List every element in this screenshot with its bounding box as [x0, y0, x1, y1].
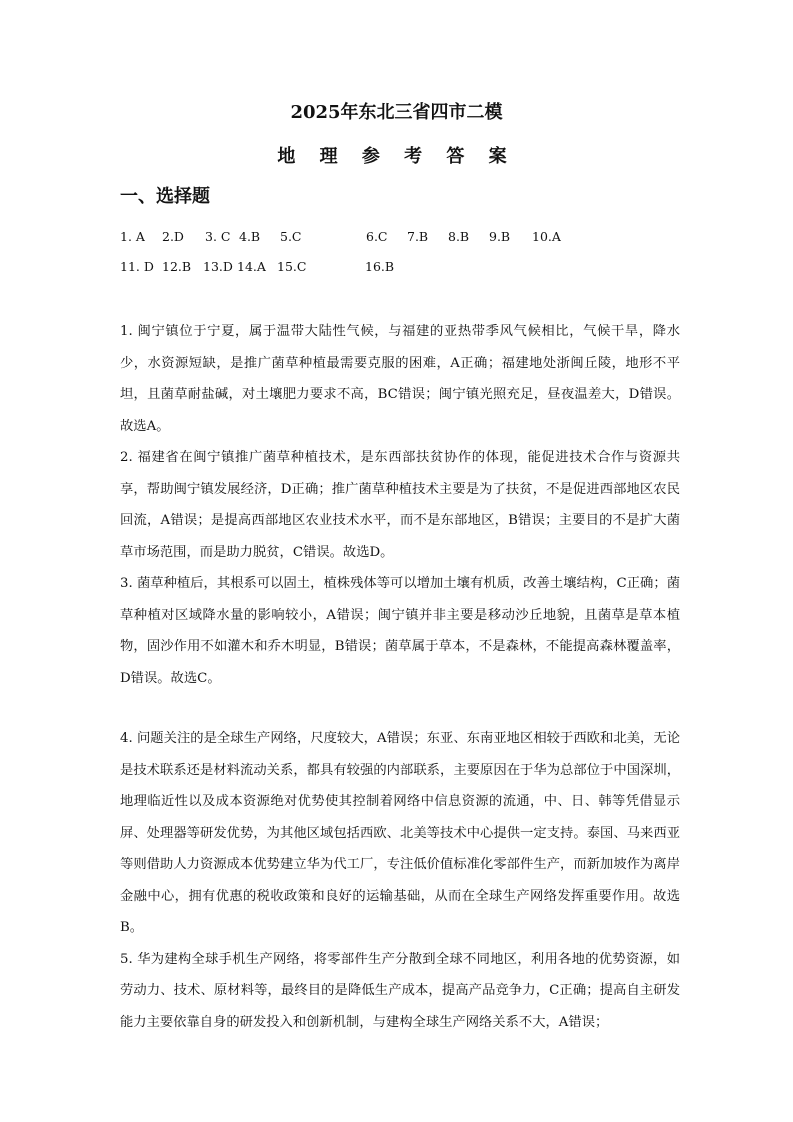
answer-item: 6.C [366, 229, 388, 244]
explanation-paragraph: 3. 菌草种植后，其根系可以固土，植株残体等可以增加土壤有机质，改善土壤结构，C正确；菌草种植对区域降水量的影响较小，A错误；闽宁镇并非主要是移动沙丘地貌，且菌草是草本植物，固沙作用不如灌木和乔木明显，B错误；菌草属于草本，不是森林，不能提高森林覆盖率，D错误。故选C。 [120, 576, 680, 686]
explanation-paragraph: 1. 闽宁镇位于宁夏，属于温带大陆性气候，与福建的亚热带季风气候相比，气候干旱，降水少，水资源短缺，是推广菌草种植最需要克服的困难，A正确；福建地处浙闽丘陵，地形不平坦，且菌草耐盐碱，对土壤肥力要求不高，BC错误；闽宁镇光照充足，昼夜温差大，D错误。故选A。 [120, 324, 680, 434]
answer-item: 7.B [407, 229, 429, 244]
answer-item: 15.C [277, 259, 307, 274]
answer-item: 13.D [203, 259, 233, 274]
answer-item: 5.C [280, 229, 302, 244]
answer-item: 8.B [448, 229, 470, 244]
answer-item: 1. A [120, 229, 145, 244]
answer-item: 12.B [162, 259, 192, 274]
answer-item: 16.B [365, 259, 395, 274]
section-heading: 一、选择题 [120, 186, 210, 207]
answer-row-1 [120, 229, 572, 244]
document-subtitle: 地 理 参 考 答 案 [277, 146, 516, 167]
answer-item: 2.D [162, 229, 184, 244]
answer-item: 11. D [120, 259, 154, 274]
answer-item: 14.A [237, 259, 266, 274]
explanations-block-2 [120, 723, 680, 1038]
answer-item: 4.B [239, 229, 261, 244]
explanation-paragraph: 5. 华为建构全球手机生产网络，将零部件生产分散到全球不同地区，利用各地的优势资源，如劳动力、技术、原材料等，最终目的是降低生产成本，提高产品竞争力，C正确；提高自主研发能力主要依靠自身的研发投入和创新机制，与建构全球生产网络关系不大，A错误； [120, 951, 680, 1030]
document-title: 2025年东北三省四市二模 [290, 102, 503, 123]
explanation-paragraph: 2. 福建省在闽宁镇推广菌草种植技术，是东西部扶贫协作的体现，能促进技术合作与资源共享，帮助闽宁镇发展经济，D正确；推广菌草种植技术主要是为了扶贫，不是促进西部地区农民回流，A错误；是提高西部地区农业技术水平，而不是东部地区，B错误；主要目的不是扩大菌草市场范围，而是助力脱贫，C错误。故选D。 [120, 450, 680, 560]
explanations-block-1 [120, 316, 680, 694]
answer-row-2 [120, 259, 405, 274]
answer-item: 9.B [489, 229, 511, 244]
explanation-paragraph: 4. 问题关注的是全球生产网络，尺度较大，A错误；东亚、东南亚地区相较于西欧和北美，无论是技术联系还是材料流动关系，都具有较强的内部联系，主要原因在于华为总部位于中国深圳，地理临近性以及成本资源绝对优势使其控制着网络中信息资源的流通，中、日、韩等凭借显示屏、处理器等研发优势，为其他区域包括西欧、北美等技术中心提供一定支持。泰国、马来西亚等则借助人力资源成本优势建立华为代工厂，专注低价值标准化零部件生产，而新加坡作为离岸金融中心，拥有优惠的税收政策和良好的运输基础，从而在全球生产网络发挥重要作用。故选B。 [120, 731, 680, 935]
answer-item: 3. C [205, 229, 231, 244]
answer-item: 10.A [532, 229, 561, 244]
